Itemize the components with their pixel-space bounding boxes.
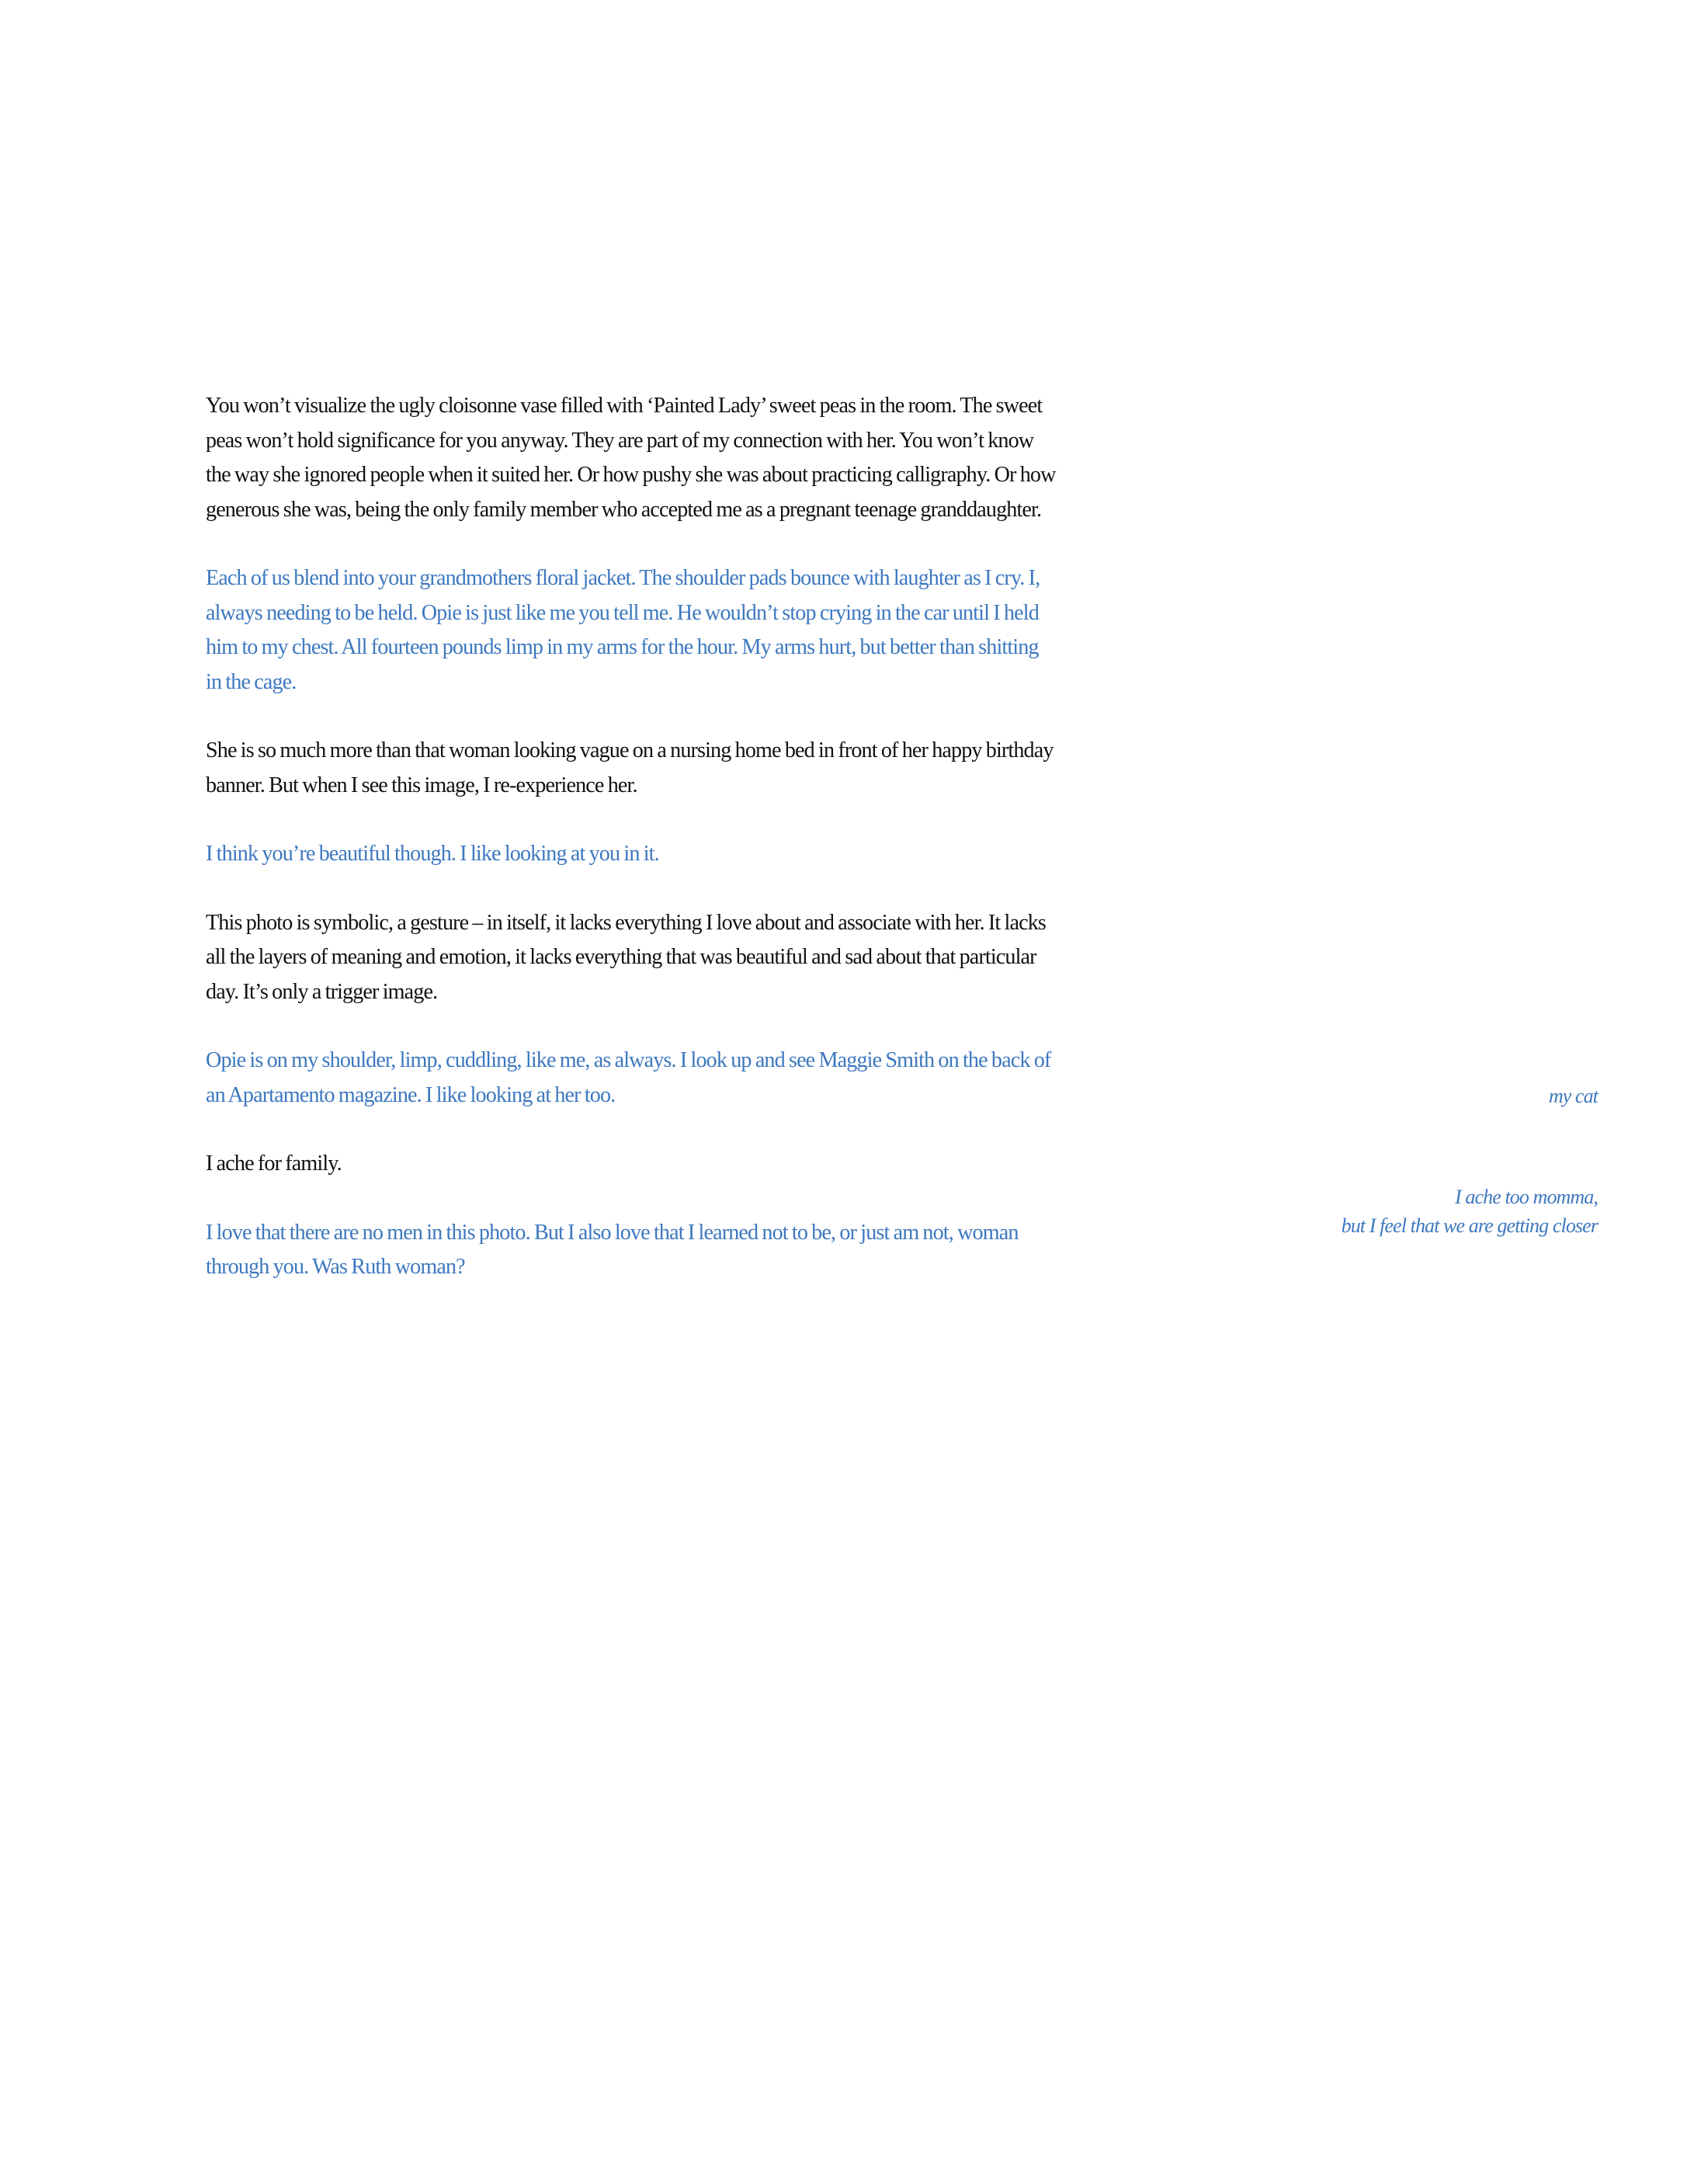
margin-note-my-cat xyxy=(1549,1082,1598,1110)
paragraph-ache-family: I ache for family. xyxy=(206,1151,342,1176)
margin-note-ache-too xyxy=(1342,1183,1598,1240)
paragraph-opie-shoulder: Opie is on my shoulder, limp, cuddling, like me, as always. I look up and see Maggie Smith on the back of an Apartamento magazine. I like looking at her too. xyxy=(206,1047,1051,1107)
essay-body xyxy=(206,388,1083,1318)
margin-note-line-1: I ache too momma, xyxy=(1455,1186,1598,1208)
paragraph-floral-jacket: Each of us blend into your grandmothers floral jacket. The shoulder pads bounce with laughter as I cry. I, always needing to be held. Opie is just like me you tell me. He wouldn’t stop crying in the car until I held him to my chest. All fourteen pounds limp in my arms for the hour. My arms hurt, but better than shitting in the cage. xyxy=(206,565,1040,694)
margin-note-text: my cat xyxy=(1548,1085,1598,1107)
paragraph-nursing-home: She is so much more than that woman looking vague on a nursing home bed in front of her happy birthday banner. But when I see this image, I re-experience her. xyxy=(206,738,1054,797)
paragraph-beautiful: I think you’re beautiful though. I like looking at you in it. xyxy=(206,841,659,866)
paragraph-symbolic-photo: This photo is symbolic, a gesture – in itself, it lacks everything I love about and associate with her. It lacks all the layers of meaning and emotion, it lacks everything that was beautiful and sad about that particular day. It’s only a trigger image. xyxy=(206,909,1046,1004)
margin-note-line-2: but I feel that we are getting closer xyxy=(1341,1214,1598,1237)
paragraph-no-men: I love that there are no men in this photo. But I also love that I learned not to be, or just am not, woman through you. Was Ruth woman? xyxy=(206,1219,1019,1279)
paragraph-vase: You won’t visualize the ugly cloisonne vase filled with ‘Painted Lady’ sweet peas in the room. The sweet peas won’t hold significance for you anyway. They are part of my connection with her. You won’t know the way she ignored people when it suited her. Or how pushy she was about practicing calligraphy. Or how generous she was, being the only family member who accepted me as a pregnant teenage granddaughter. xyxy=(206,393,1056,522)
